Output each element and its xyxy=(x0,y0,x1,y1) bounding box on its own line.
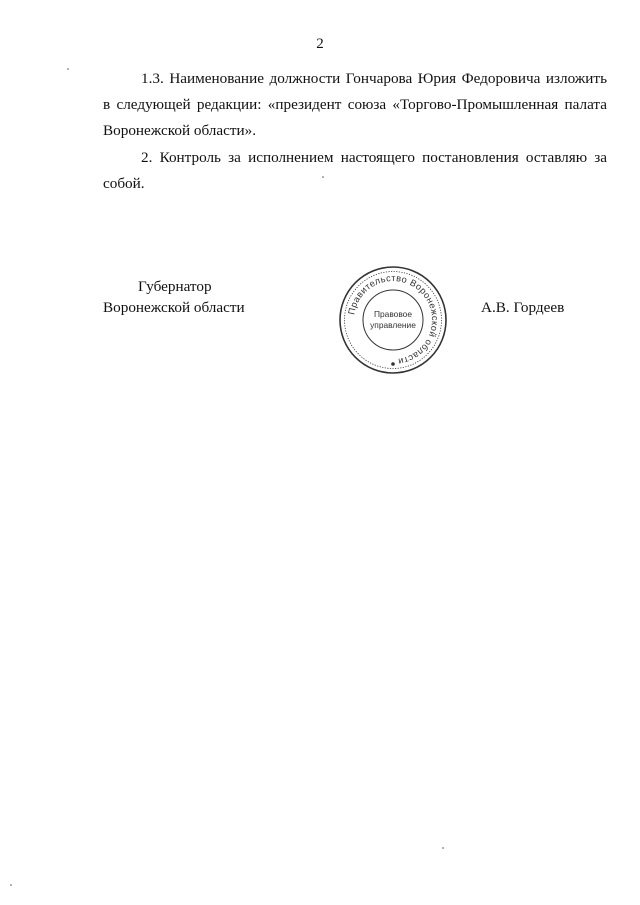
seal-graphic xyxy=(337,264,449,376)
signatory-title-line-2: Воронежской области xyxy=(103,299,245,316)
signatory-name: А.В. Гордеев xyxy=(481,299,565,316)
seal-inner-line-2: управление xyxy=(370,320,416,330)
paragraph-1: 1.3. Наименование должности Гончарова Юрия Федоровича изложить в следующей редакции: «президент союза «Торгово-Промышленная палата Воронежской области». xyxy=(103,70,607,139)
official-seal-stamp xyxy=(337,264,449,376)
page-number: 2 xyxy=(316,36,324,52)
seal-inner-line-1: Правовое xyxy=(373,309,413,319)
signatory-title-line-1: Губернатор xyxy=(138,278,212,295)
seal-outer-text: Правительство Воронежской области xyxy=(346,272,441,367)
document-body-paragraph-1 xyxy=(103,66,607,144)
scan-speck xyxy=(67,68,69,70)
paragraph-2: 2. Контроль за исполнением настоящего постановления оставляю за собой. xyxy=(103,149,607,192)
scan-speck xyxy=(10,884,12,886)
scan-speck xyxy=(322,176,324,178)
seal-bottom-mark xyxy=(391,362,395,366)
scan-speck xyxy=(442,847,444,849)
document-body-paragraph-2 xyxy=(103,145,607,197)
